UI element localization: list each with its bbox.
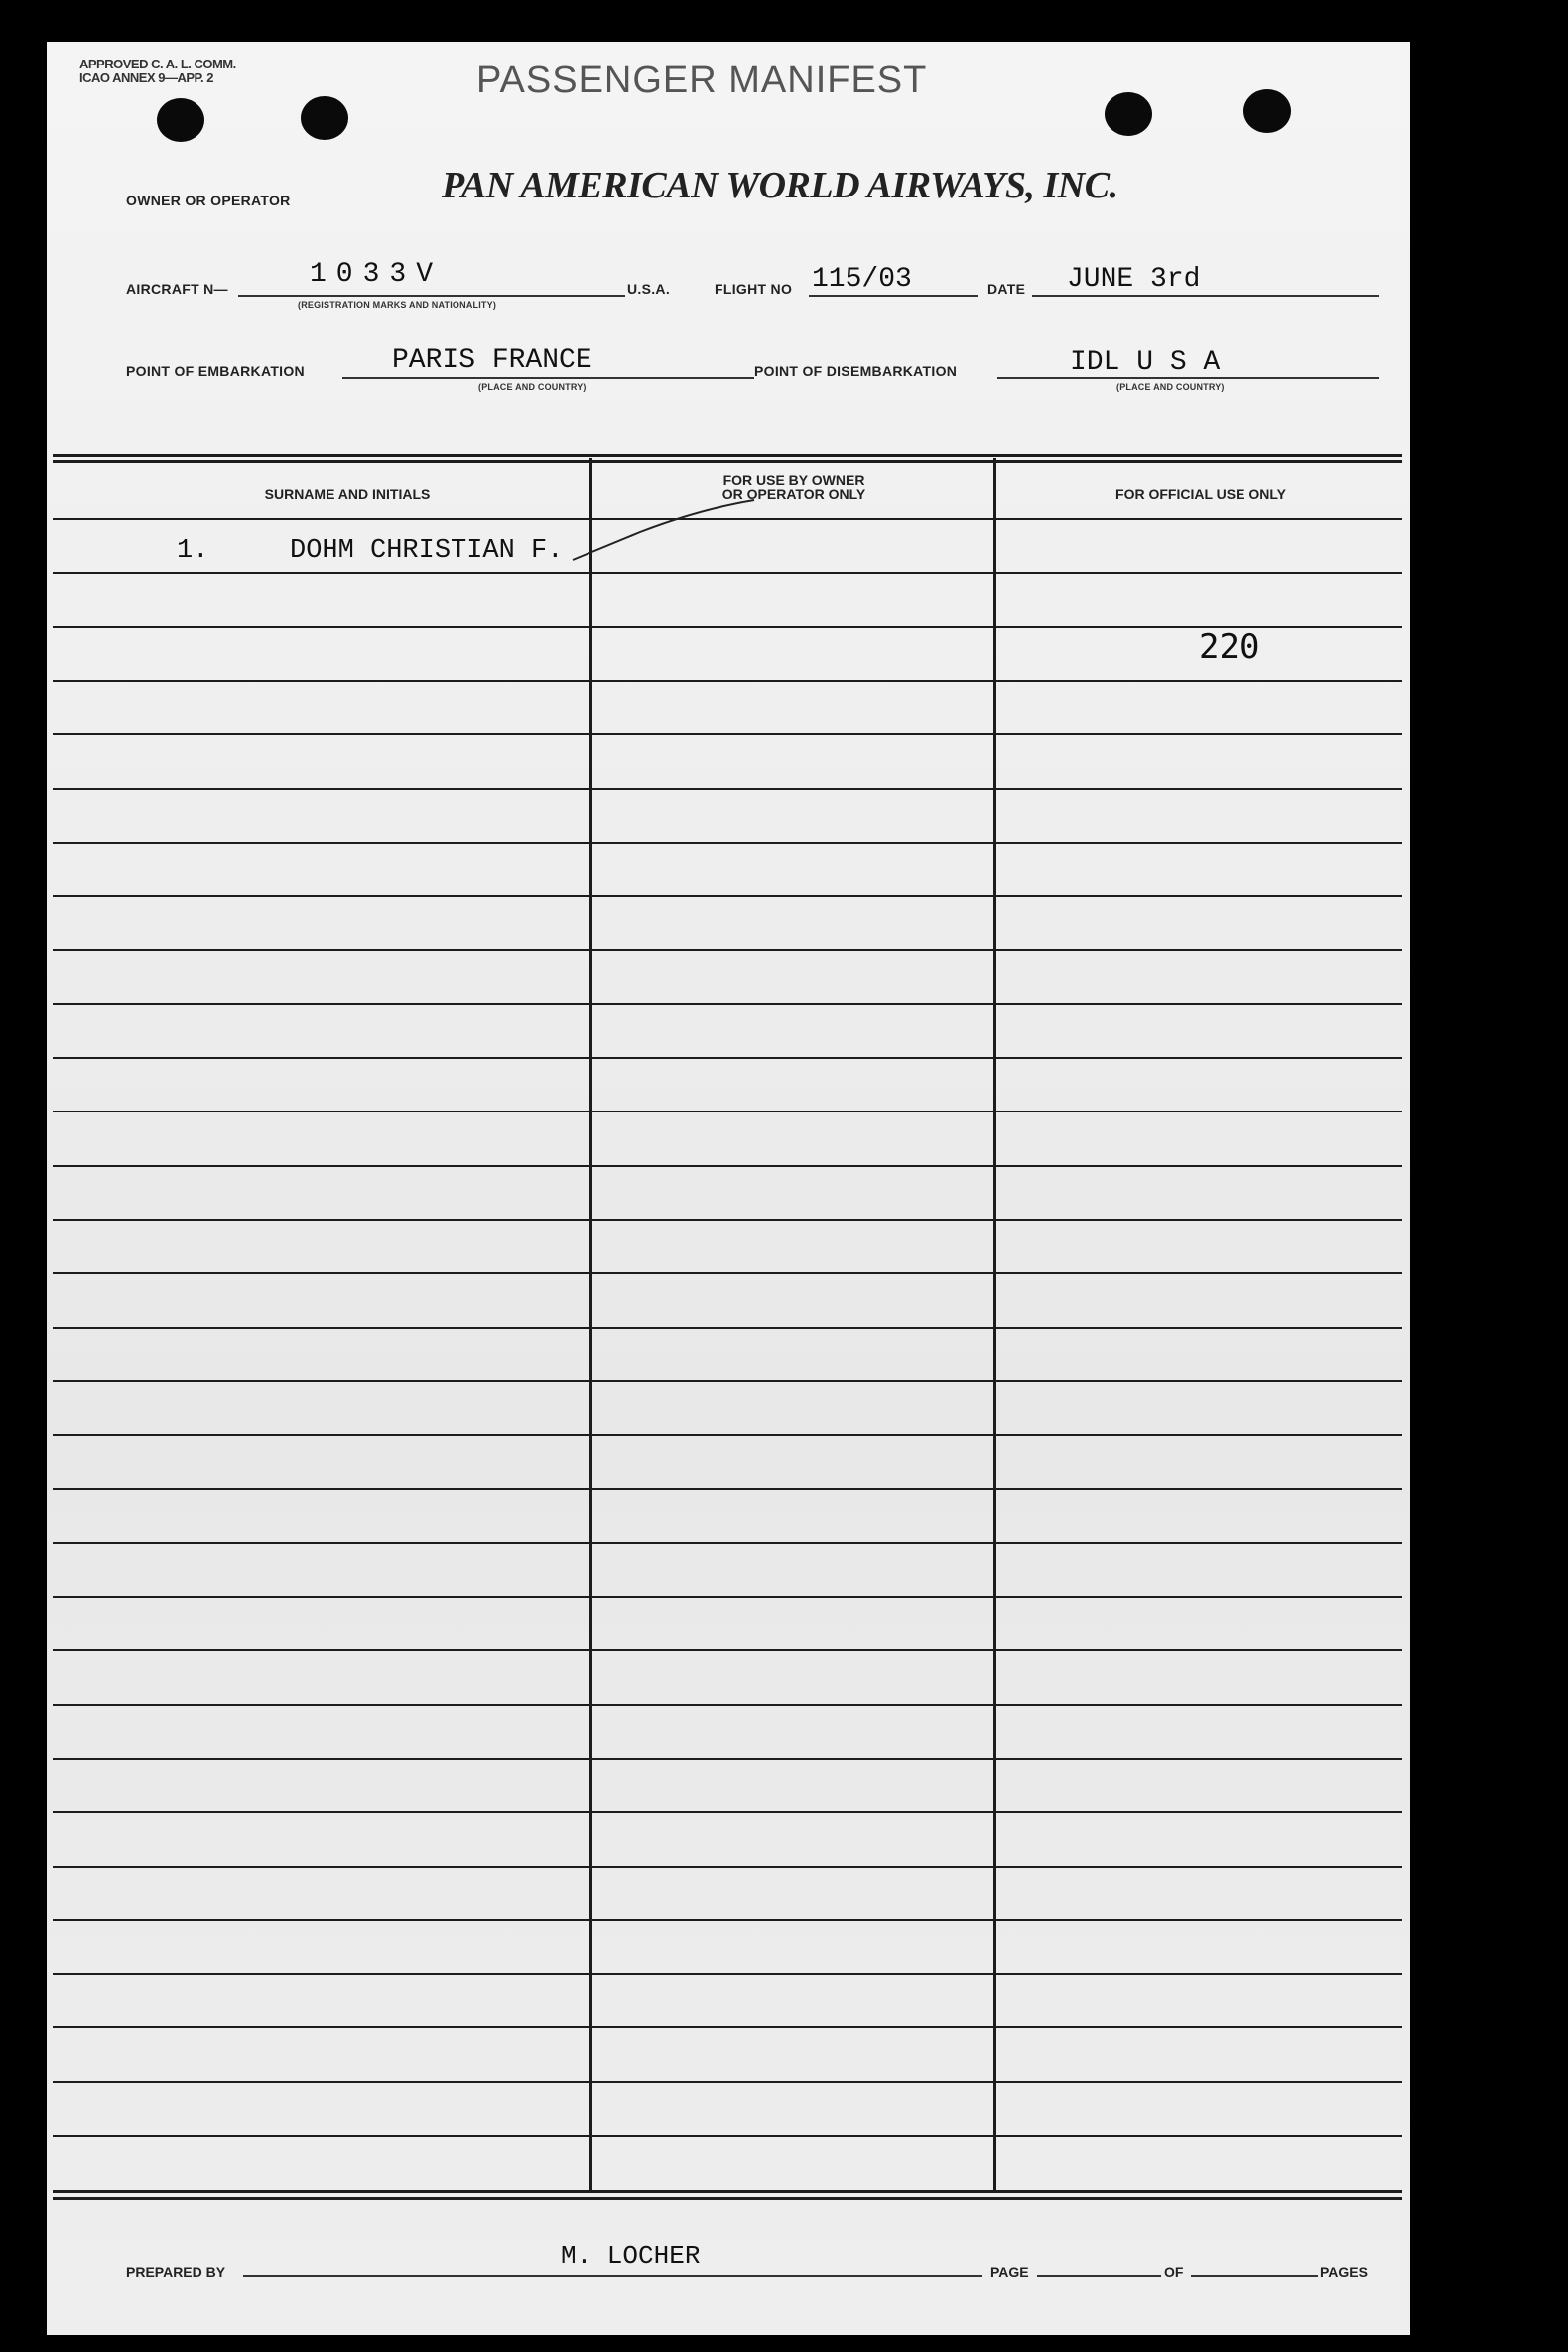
header-official: FOR OFFICIAL USE ONLY bbox=[1115, 486, 1286, 502]
flight-underline bbox=[809, 295, 978, 297]
punch-hole bbox=[157, 98, 204, 142]
row-line bbox=[53, 1165, 1402, 1167]
owner-label: OWNER OR OPERATOR bbox=[126, 193, 291, 208]
pages-label: PAGES bbox=[1320, 2264, 1368, 2280]
row-line bbox=[53, 1973, 1402, 1975]
row-line bbox=[53, 1488, 1402, 1490]
punch-hole bbox=[301, 96, 348, 140]
row-line bbox=[53, 1219, 1402, 1221]
header-owner-line1: FOR USE BY OWNER bbox=[722, 472, 865, 488]
table-bottom-rule bbox=[53, 2197, 1402, 2200]
aircraft-underline bbox=[238, 295, 625, 297]
of-label: OF bbox=[1164, 2264, 1184, 2280]
row-line bbox=[53, 1704, 1402, 1706]
official-entry: 220 bbox=[1199, 627, 1260, 667]
row-line bbox=[53, 842, 1402, 844]
table-bottom-rule bbox=[53, 2190, 1402, 2193]
aircraft-value: 1033V bbox=[310, 259, 444, 290]
row-line bbox=[53, 680, 1402, 682]
row-line bbox=[53, 1649, 1402, 1651]
row-number: 1. bbox=[177, 536, 209, 566]
disembark-sublabel: (PLACE AND COUNTRY) bbox=[1116, 382, 1225, 392]
pencil-stroke bbox=[571, 494, 759, 564]
disembark-underline bbox=[997, 377, 1379, 379]
owner-value: PAN AMERICAN WORLD AIRWAYS, INC. bbox=[442, 165, 1118, 206]
date-underline bbox=[1032, 295, 1379, 297]
row-line bbox=[53, 733, 1402, 735]
row-line bbox=[53, 1111, 1402, 1112]
date-value: JUNE 3rd bbox=[1067, 264, 1201, 295]
table-top-rule bbox=[53, 454, 1402, 457]
table-top-rule bbox=[53, 460, 1402, 463]
flight-value: 115/03 bbox=[812, 264, 912, 295]
row-line bbox=[53, 1866, 1402, 1868]
row-line bbox=[53, 1272, 1402, 1274]
header-surname: SURNAME AND INITIALS bbox=[264, 486, 431, 502]
punch-hole bbox=[1105, 92, 1152, 136]
disembark-value: IDL U S A bbox=[1070, 347, 1221, 378]
row-line bbox=[53, 895, 1402, 897]
of-underline bbox=[1191, 2275, 1318, 2277]
row-line bbox=[53, 1811, 1402, 1813]
punch-hole bbox=[1243, 89, 1291, 133]
row-line bbox=[53, 1758, 1402, 1760]
passenger-name: DOHM CHRISTIAN F. bbox=[290, 536, 564, 566]
row-line bbox=[53, 788, 1402, 790]
prepared-label: PREPARED BY bbox=[126, 2264, 226, 2280]
embark-value: PARIS FRANCE bbox=[392, 345, 592, 376]
embark-underline bbox=[342, 377, 754, 379]
disembark-label: POINT OF DISEMBARKATION bbox=[754, 363, 958, 379]
row-line bbox=[53, 1919, 1402, 1921]
prepared-value: M. LOCHER bbox=[561, 2241, 701, 2271]
row-line bbox=[53, 572, 1402, 574]
approval-line-2: ICAO ANNEX 9—APP. 2 bbox=[79, 70, 213, 85]
row-line bbox=[53, 1542, 1402, 1544]
aircraft-sublabel: (REGISTRATION MARKS AND NATIONALITY) bbox=[298, 300, 497, 310]
usa-label: U.S.A. bbox=[627, 281, 671, 297]
embark-label: POINT OF EMBARKATION bbox=[126, 363, 305, 379]
page-label: PAGE bbox=[990, 2264, 1029, 2280]
page-title: PASSENGER MANIFEST bbox=[476, 60, 928, 101]
row-line bbox=[53, 1003, 1402, 1005]
row-line bbox=[53, 2081, 1402, 2083]
row-line bbox=[53, 949, 1402, 951]
prepared-underline bbox=[243, 2275, 982, 2277]
page-underline bbox=[1037, 2275, 1161, 2277]
approval-stamp bbox=[79, 58, 236, 85]
row-line bbox=[53, 1327, 1402, 1329]
column-divider bbox=[993, 458, 996, 2190]
row-line bbox=[53, 2135, 1402, 2137]
row-line bbox=[53, 1596, 1402, 1598]
row-line bbox=[53, 1057, 1402, 1059]
header-owner-line2: OR OPERATOR ONLY bbox=[721, 486, 866, 502]
approval-line-1: APPROVED C. A. L. COMM. bbox=[79, 57, 236, 71]
column-divider bbox=[589, 458, 592, 2190]
flight-label: FLIGHT NO bbox=[715, 281, 793, 297]
embark-sublabel: (PLACE AND COUNTRY) bbox=[478, 382, 587, 392]
date-label: DATE bbox=[987, 281, 1026, 297]
aircraft-label: AIRCRAFT N— bbox=[126, 281, 228, 297]
row-line bbox=[53, 2026, 1402, 2028]
row-line bbox=[53, 1434, 1402, 1436]
row-line bbox=[53, 1380, 1402, 1382]
